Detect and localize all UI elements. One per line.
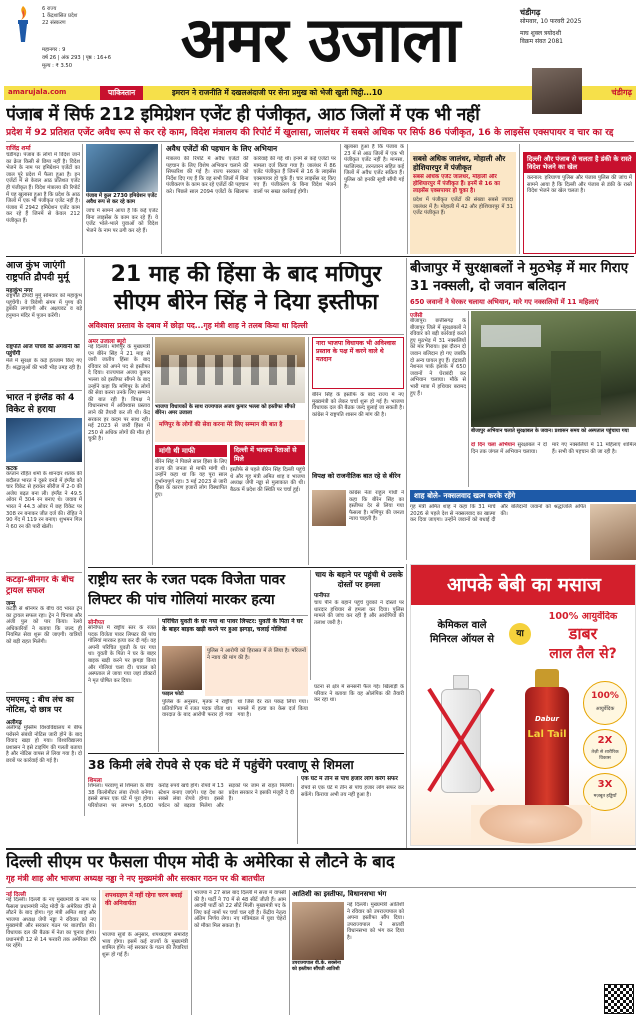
gold-side-title: परिचित युवती के घर गया था पावर लिफ्टर: युवती के पिता ने घर के बाहर बाइक खड़ी करने पर हुआ झगड़ा, चलाई गोलियां xyxy=(162,618,303,633)
bijapur-subhead: 650 जवानों ने घेरकर चलाया अभियान, मारे गए नक्सलियों में 11 महिलाएं xyxy=(410,298,599,306)
shimla-byline: शिमला xyxy=(88,778,102,784)
lead-box1-body: मंत्रालय की रिपोर्ट में अवैध एजेंटों की पहचान के लिए विशेष अभियान चलाने की सिफारिश की गई है। राज्य सरकार को निर्देश दिए गए हैं कि वह सभी जिलों में बिना पंजीकरण के काम कर रहे एजेंटों की पहचान करे। पिछले साल 2094 एजेंटों के खिलाफ कार्रवाई की गई थी। इनमें से कई एजेंटों पर मामला दर्ज किया गया है। जालंधर में 86 एजेंट पंजीकृत हैं जिनमें से 16 के लाइसेंस एक्सपायर हो चुके हैं। चार लाइसेंस रद्द किए गए हैं। पंजीकरण के बिना विदेश भेजने वालों पर सख्त कार्रवाई होगी। xyxy=(166,156,336,195)
tea-title: चाय के बहाने पर पहुंची थे उसके दोस्तों पर हमला xyxy=(315,570,403,589)
bijapur-sub2-title: शाह बोले- नक्सलवाद खत्म करके रहेंगे xyxy=(414,491,516,500)
lead-photo xyxy=(86,144,158,192)
edition-count: 22 संस्करण xyxy=(42,20,66,26)
ad-brand-line2: लाल तैल से? xyxy=(549,646,617,662)
lead-box3 xyxy=(523,152,636,254)
cross-icon xyxy=(425,685,497,795)
amu-byline: अलीगढ़ xyxy=(6,720,22,726)
manipur-byline: अमर उजाला ब्यूरो xyxy=(88,339,126,345)
website-link[interactable]: amarujala.com xyxy=(8,88,67,96)
shah-strip xyxy=(410,490,636,502)
shimla-box-title: एक घंटे में तीन से पांच हजार लोग करेंगे सफर xyxy=(301,776,398,782)
murmu-body: राष्ट्रपति द्रौपदी मुर्मू सोमवार को महाकुंभ पहुंचेंगी। वे त्रिवेणी संगम में पुण्य की डुबकी लगाएंगी और अक्षयवट व बड़े हनुमान मंदिर में पूजन करेंगी। xyxy=(6,293,82,319)
atishi-photo xyxy=(292,902,344,960)
delhi-body-col1: नई दिल्ली। दिल्ली के नए मुख्यमंत्री के नाम पर फैसला प्रधानमंत्री नरेंद्र मोदी के अमेरिका दौरे से लौटने के बाद होगा। गृह मंत्री अमित शाह और भाजपा अध्यक्ष जेपी नड्डा ने रविवार को नए मुख्यमंत्री और सरकार गठन पर बातचीत की। विधायक दल की बैठक में नेता का चुनाव होगा। प्रधानमंत्री 12 से 14 फरवरी तक अमेरिका दौरे पर रहेंगे। xyxy=(6,897,96,950)
manipur-photo-caption: भाजपा विधायकों के साथ राज्यपाल अजय कुमार भल्ला को इस्तीफा सौंपते बीरेन। अमर उजाला xyxy=(155,404,296,417)
delhi-box xyxy=(102,890,188,930)
dabur-bottle xyxy=(521,669,573,819)
torch-logo-icon xyxy=(12,4,34,44)
bottle-name: Lal Tail xyxy=(527,729,567,740)
ad-brand: डाबर xyxy=(568,625,598,643)
lead-box2-title: सबसे अधिक जालंधर, मोहाली और होशियारपुर में पंजीकृत xyxy=(413,154,506,172)
lead-body-col4: खुलासा हुआ है कि पंजाब के 23 में से आठ जिलों में एक भी पंजीकृत एजेंट नहीं है। मानसा, फाजिल्का, तरनतारन सहित कई जिलों में अवैध एजेंट सक्रिय हैं। पुलिस को इनकी सूची सौंपी गई है। xyxy=(344,144,404,190)
gold-photo-caption: फाइल फोटो xyxy=(162,691,184,697)
amu-body: अलीगढ़ मुस्लिम विश्वविद्यालय में बीफ परोसने संबंधी नोटिस जारी होने के बाद विवाद खड़ा हो गया। विश्वविद्यालय प्रशासन ने इसे टाइपिंग की गलती बताया है और नोटिस वापस ले लिया गया है। दो छात्रों पर कार्रवाई की गई है। xyxy=(6,725,82,764)
ad-vs-badge: या xyxy=(509,623,531,645)
delhi-body-col2: भाजपा सूत्रों के अनुसार, शपथग्रहण समारोह भव्य होगा। इसमें कई राज्यों के मुख्यमंत्री शामिल होंगे। नई सरकार के गठन की तैयारियां शुरू हो गई हैं। xyxy=(102,932,188,958)
manipur-box3 xyxy=(312,337,404,389)
lead-box3-body: करनाल: हरियाणा पुलिस और पंजाब पुलिस की जांच में सामने आया है कि दिल्ली और पंजाब से डंकी के रास्ते विदेश भेजने का खेल चलता है। xyxy=(527,175,632,195)
bijapur-photo-caption: बीजापुर अभियान चलाते सुरक्षाबल के जवान। प्रशासन समय को अस्पताल पहुंचाया गया xyxy=(471,428,629,434)
gold-quote: पुलिस ने आरोपी को हिरासत में ले लिया है। परिजनों ने न्याय की मांग की है। xyxy=(205,646,308,696)
bijapur-headline: बीजापुर में सुरक्षाबलों ने मुठभेड़ में मार गिराए 31 नक्सली, दो जवान बलिदान xyxy=(410,261,629,294)
gold-body-col1: सोनीपत में राष्ट्रीय स्तर के रजत पदक विजेता पावर लिफ्टर की पांच गोलियां मारकर हत्या कर दी गई। वह अपनी परिचित युवती के घर गया था। युवती के पिता ने घर के बाहर बाइक खड़ी करने पर झगड़ा किया और गोलियां चला दीं। घायल को अस्पताल ले जाया गया जहां डॉक्टरों ने मृत घोषित कर दिया। xyxy=(88,625,156,684)
hindu-date: माघ शुक्ल त्रयोदशी xyxy=(520,30,562,37)
ticker-tag[interactable]: पाकिस्तान xyxy=(100,86,143,100)
bijapur-quote-title: दो दिन चला अभियान xyxy=(471,442,515,448)
cricket-photo xyxy=(6,418,82,462)
murmu-byline: महाकुंभ नगर xyxy=(6,288,33,294)
manipur-body-col1: नई दिल्ली। मणिपुर के मुख्यमंत्री एन बीरेन सिंह ने 21 माह से जारी जातीय हिंसा के बाद रविवार को अपने पद से इस्तीफा दे दिया। राज्यपाल अजय कुमार भल्ला को इस्तीफा सौंपने के बाद उन्होंने कहा कि मणिपुर के लोगों की सेवा करना उनके लिए सम्मान की बात रही है। विपक्ष ने विधानसभा में अविश्वास प्रस्ताव लाने की तैयारी कर ली थी। केंद्र सरकार हर कदम पर साथ रही। मई 2023 से जारी हिंसा में 250 से अधिक लोगों की मौत हो चुकी है। xyxy=(88,344,150,443)
masthead-title: अमर उजाला xyxy=(180,3,460,76)
edition-city: चंडीगढ़ xyxy=(520,8,541,17)
gold-byline: सोनीपत xyxy=(88,620,105,626)
bijapur-photo xyxy=(471,311,636,427)
manipur-quote: मणिपुर के लोगों की सेवा करना मेरे लिए सम्मान की बात है xyxy=(159,422,283,428)
bijapur-body-col1: बीजापुर। छत्तीसगढ़ के बीजापुर जिले में सुरक्षाबलों ने रविवार को बड़ी कार्रवाई करते हुए मुठभेड़ में 31 नक्सलियों को मार गिराया। इस दौरान दो जवान बलिदान हो गए जबकि दो अन्य घायल हुए हैं। इंद्रावती नेशनल पार्क इलाके में 650 जवानों ने घेराबंदी कर अभियान चलाया। मौके से भारी मात्रा में हथियार बरामद हुए हैं। xyxy=(410,318,466,397)
lead-byline: राजिंद्र शर्मा xyxy=(6,145,31,152)
manipur-box2: दिल्ली में भाजपा नेताओं से मिले इस्तीफे से पहले बीरेन सिंह दिल्ली पहुंचे थे और गृह मंत्री अमित शाह व भाजपा अध्यक्ष जेपी नड्डा से मुलाकात की थी। बैठक में प्रदेश की स्थिति पर चर्चा हुई। xyxy=(230,446,305,493)
lead-box2: सबसे अधिक जालंधर, मोहाली और होशियारपुर में पंजीकृत सबसे अधिक एजेंट जालंधर, मोहाली और होशियारपुर में पंजीकृत हैं। इनमें से 16 का लाइसेंस एक्सपायर हो चुका है। प्रदेश में पंजीकृत एजेंटों की संख्या सबसे ज्यादा जालंधर में है। मोहाली में 42 और होशियारपुर में 31 एजेंट पंजीकृत हैं। xyxy=(410,152,516,254)
manipur-headline-1: 21 माह की हिंसा के बाद मणिपुर xyxy=(110,262,382,287)
metro-pages: महानगर : 9 xyxy=(42,47,66,53)
manipur-subhead: अविश्वास प्रस्ताव के दबाव में छोड़ा पद...गृह मंत्री शाह ने तलब किया था दिल्ली xyxy=(88,321,308,330)
lead-photo-caption: पंजाब में कुल 2730 इमिग्रेशन एजेंट अवैध रूप से कर रहे काम xyxy=(86,193,157,206)
delhi-box-title: शपथग्रहण में नहीं रहेगा चरण बधाई की अनिवार्यता xyxy=(105,892,183,907)
gold-body-col2: पुलिस के अनुसार, मृतक ने राष्ट्रीय प्रतियोगिता में रजत पदक जीता था। वारदात के बाद आरोपी फरार हो गया था जिसे देर रात पकड़ लिया गया। मामले में हत्या का केस दर्ज किया गया है। xyxy=(162,699,308,719)
ad-badge-1: 100% आयुर्वेदिक xyxy=(583,681,627,725)
manipur-box3-title: नारा भाजपा विधायक भी अविश्वास प्रस्ताव के पक्ष में करने वाले थे मतदान xyxy=(316,340,396,363)
ad-badge-2: 2X तेज़ी से शारीरिक विकास xyxy=(583,729,627,769)
atishi-title: आतिशी का इस्तीफा, विधानसभा भंग xyxy=(292,890,387,898)
bijapur-body-col2: दो दिन चला अभियान सुरक्षाबल ने दो दिन तक जंगल में अभियान चलाया। xyxy=(471,442,547,455)
ad-headline: आपके बेबी का मसाज xyxy=(411,565,636,605)
tea-box: चाय के बहाने पर पहुंची थे उसके दोस्तों पर हमला पानीपत चाय पीने के बहाने पहुंचे युवकों ने दोस्तों पर धारदार हथियार से हमला कर दिया। पुलिस मामले की जांच कर रही है और आरोपियों की तलाश जारी है। xyxy=(314,570,404,626)
cricket-title: भारत ने इंग्लैंड को 4 विकेट से हराया xyxy=(6,393,75,415)
gold-body-col3: घटना से क्षेत्र में सनसनी फैल गई। खिलाड़ी के परिवार ने बताया कि वह ओलंपिक की तैयारी कर रहा था। xyxy=(314,684,404,704)
vikram-samvat: विक्रम संवत 2081 xyxy=(520,38,563,45)
katra-byline: जम्मू xyxy=(6,601,16,607)
lead-headline: पंजाब में सिर्फ 212 इमिग्रेशन एजेंट ही पंजीकृत, आठ जिलों में एक भी नहीं xyxy=(6,105,480,125)
manipur-headline-2: सीएम बीरेन सिंह ने दिया इस्तीफा xyxy=(113,290,379,315)
rahul-photo xyxy=(312,490,346,526)
katra-title: कटड़ा-श्रीनगर के बीच ट्रायल सफल xyxy=(6,575,74,596)
manipur-box4: विपक्ष को राजनीतिक बात रहे से बीरेन कांग्रेस नेता राहुल गांधी ने कहा कि बीरेन सिंह का इस्तीफा देर से लिया गया फैसला है। मणिपुर की जनता न्याय चाहती है। xyxy=(312,472,404,565)
manipur-box4-title: विपक्ष को राजनीतिक बात रहे से बीरेन xyxy=(312,472,401,480)
gold-headline: राष्ट्रीय स्तर के रजत पदक विजेता पावर लिफ्टर की पांच गोलियां मारकर हत्या xyxy=(88,572,286,608)
ut-count: 1 केंद्रशासित प्रदेश xyxy=(42,13,78,19)
atishi-body: नई दिल्ली। मुख्यमंत्री आतिशी ने रविवार को उपराज्यपाल को अपना इस्तीफा सौंप दिया। उपराज्यपाल ने सातवीं विधानसभा को भंग कर दिया है। xyxy=(347,902,404,941)
shimla-headline: 38 किमी लंबे रोपवे से एक घंटे में पहुंचेंगे परवाणू से शिमला xyxy=(88,758,354,772)
lead-box3-title: दिल्ली और पंजाब से चलता है डंकी के रास्ते विदेश भेजने का खेल xyxy=(524,153,635,173)
manipur-box1: मांगी थी माफी बीरेन सिंह ने पिछले साल हिंसा के लिए राज्य की जनता से माफी मांगी थी। उन्होंने कहा था कि यह पूरा साल दुर्भाग्यपूर्ण रहा। 3 मई 2023 से जारी हिंसा के कारण हजारों लोग विस्थापित हुए। xyxy=(155,447,227,498)
dabur-ad[interactable] xyxy=(410,564,636,846)
atishi-photo-caption: उपराज्यपाल वी.के. सक्सेना को इस्तीफा सौंपती आतिशी xyxy=(292,961,341,972)
bijapur-byline: एजेंसी xyxy=(410,313,423,319)
ad-badge-3: 3X मज़बूत हड्डियाँ xyxy=(583,773,627,811)
amu-title: एमएमयू : बीच लंच का नोटिस, दो छात्र पर xyxy=(6,695,74,714)
manipur-quote-box xyxy=(155,420,305,442)
murmu-body2: मेले में सुरक्षा के कड़े इंतजाम किए गए हैं। श्रद्धालुओं की भारी भीड़ उमड़ रही है। xyxy=(6,358,82,371)
shimla-box: एक घंटे में तीन से पांच हजार लोग करेंगे सफर रोपवे से एक घंटे में तीन से पांच हजार लोग सफर कर सकेंगे। किराया अभी तय नहीं हुआ है। xyxy=(301,776,404,798)
ad-qr[interactable] xyxy=(604,984,634,1014)
delhi-headline: दिल्ली सीएम पर फैसला पीएम मोदी के अमेरिका से लौटने के बाद xyxy=(6,852,395,871)
murmu-title: आज कुंभ जाएंगी राष्ट्रपति द्रौपदी मुर्मू xyxy=(6,260,69,283)
murmu-sub: राष्ट्रपति आज पांचवें की अगवानी को पहुंचेंगी xyxy=(6,344,80,357)
baby-photo xyxy=(471,805,591,846)
delhi-body-col3: भाजपा ने 27 साल बाद दिल्ली में सत्ता में वापसी की है। पार्टी ने 70 में से 48 सीटें जीती हैं। आम आदमी पार्टी को 22 सीटें मिलीं। मुख्यमंत्री पद के लिए कई नामों पर चर्चा चल रही है। केंद्रीय नेतृत्व अंतिम निर्णय लेगा। नए मंत्रिमंडल में युवा चेहरों को मौका मिल सकता है। xyxy=(194,890,286,929)
ticker-text[interactable]: इमरान ने राजनीति में दखलअंदाजी पर सेना प्रमुख को भेजी खुली चिट्ठी...10 xyxy=(172,88,383,97)
shimla-body: शिमला। परवाणू से शिमला के बीच 38 किलोमीटर लंबा रोपवे बनेगा। इससे सफर एक घंटे में पूरा होगा। परियोजना पर लगभग 5,600 करोड़ रुपये खर्च होंगे। रोपवे में 13 स्टेशन बनाए जाएंगे। यह देश का सबसे लंबा रोपवे होगा। इससे पर्यटन को बढ़ावा मिलेगा और सड़कों पर जाम से राहत मिलेगी। प्रदेश सरकार ने इसकी मंजूरी दे दी है। xyxy=(88,783,294,809)
katra-body: कटड़ा से श्रीनगर के बीच वंदे भारत ट्रेन का ट्रायल सफल रहा। ट्रेन ने चिनाब और अंजी पुल को पार किया। रेलवे अधिकारियों ने बताया कि जल्द ही नियमित सेवा शुरू की जाएगी। यात्रियों को बड़ी राहत मिलेगी। xyxy=(6,606,82,645)
lead-box2-lead: सबसे अधिक एजेंट जालंधर, मोहाली और होशियारपुर में पंजीकृत हैं। इनमें से 16 का लाइसेंस एक्सपायर हो चुका है। xyxy=(413,174,500,194)
gold-photo xyxy=(162,646,202,690)
bottle-brand: Dabur xyxy=(535,715,559,723)
manipur-box1-title: मांगी थी माफी xyxy=(155,445,227,457)
issue-info: वर्ष 26 | अंक 293 | पृष्ठ : 16+6 xyxy=(42,55,112,61)
delhi-subhead: गृह मंत्री शाह और भाजपा अध्यक्ष नड्डा ने नए मुख्यमंत्री और सरकार गठन पर की बातचीत xyxy=(6,874,265,883)
ad-ayurvedic: 100% आयुर्वेदिक xyxy=(548,611,618,622)
shah-photo xyxy=(590,504,636,560)
manipur-body-col3: बीरेन सिंह के इस्तीफे के बाद राज्य में नए मुख्यमंत्री को लेकर चर्चा शुरू हो गई है। भाजपा विधायक दल की बैठक जल्द बुलाई जा सकती है। कांग्रेस ने राष्ट्रपति शासन की मांग की है। xyxy=(312,392,404,418)
tea-byline: पानीपत xyxy=(314,593,330,599)
lead-box1-title: अवैध एजेंटों की पहचान के लिए अभियान xyxy=(166,144,278,153)
manipur-photo xyxy=(155,337,305,403)
shah-body: गृह मंत्री अमित शाह ने कहा कि 31 मार्च 2026 से पहले देश से नक्सलवाद का खात्मा कर दिया जाएगा। उन्होंने जवानों को बधाई दी और बलिदानी जवानों को श्रद्धांजलि अर्पित की। xyxy=(410,504,586,524)
manipur-box2-title: दिल्ली में भाजपा नेताओं से मिले xyxy=(230,445,305,465)
ad-compare-2: मिनिरल ऑयल से xyxy=(429,634,495,645)
cricket-byline: कटक xyxy=(6,466,18,472)
ad-compare-1: केमिकल वाले xyxy=(437,620,487,631)
lead-subhead: प्रदेश में 92 प्रतिशत एजेंट अवैध रूप से कर रहे काम, विदेश मंत्रालय की रिपोर्ट में खुलासा, जालंधर में सबसे अधिक पर सिर्फ 86 पंजीकृत, 16 के लाइसेंस एक्सपायर व चार का रद्द xyxy=(6,127,614,138)
lead-body-col1: चंडीगढ़। पंजाब के लोगों में विदेश जाने का क्रेज किसी से छिपा नहीं है। विदेश भेजने के नाम पर इमिग्रेशन एजेंटों का जाल पूरे प्रदेश में फैला हुआ है। इन एजेंटों में से केवल आठ प्रतिशत एजेंट ही पंजीकृत हैं। विदेश मंत्रालय की रिपोर्ट में यह खुलासा हुआ है कि प्रदेश के आठ जिलों में एक भी पंजीकृत एजेंट नहीं है। पंजाब में 2942 इमिग्रेशन एजेंट काम कर रहे हैं जिनमें से केवल 212 पंजीकृत हैं। xyxy=(6,152,80,224)
delhi-byline: नई दिल्ली xyxy=(6,892,26,898)
bijapur-body-col3: मारे गए नक्सलियों में 11 महिलाएं शामिल हैं। सभी की पहचान की जा रही है। xyxy=(552,442,636,455)
issue-date: सोमवार, 10 फरवरी 2025 xyxy=(520,18,582,25)
cricket-body: कप्तान रोहित शर्मा के शानदार शतक की बदौलत भारत ने दूसरे वनडे में इंग्लैंड को चार विकेट से हराकर सीरीज में 2-0 की अजेय बढ़त बना ली। इंग्लैंड ने 49.5 ओवर में 304 रन बनाए थे। जवाब में भारत ने 44.3 ओवर में छह विकेट पर 308 रन बनाकर जीत दर्ज की। रोहित ने 90 गेंद में 119 रन बनाए। शुभमन गिल ने 60 रन की पारी खेली। xyxy=(6,471,82,530)
lead-body-col2: जांच में सामने आया है कि कई एजेंट बिना लाइसेंस के काम कर रहे हैं। ये एजेंट भोले-भाले युवाओं को विदेश भेजने के नाम पर ठगी कर रहे हैं। xyxy=(86,208,158,234)
states-count: 6 राज्य xyxy=(42,6,57,12)
ticker-city: चंडीगढ़ xyxy=(611,88,632,97)
price: मूल्य : ₹ 3.50 xyxy=(42,63,73,69)
